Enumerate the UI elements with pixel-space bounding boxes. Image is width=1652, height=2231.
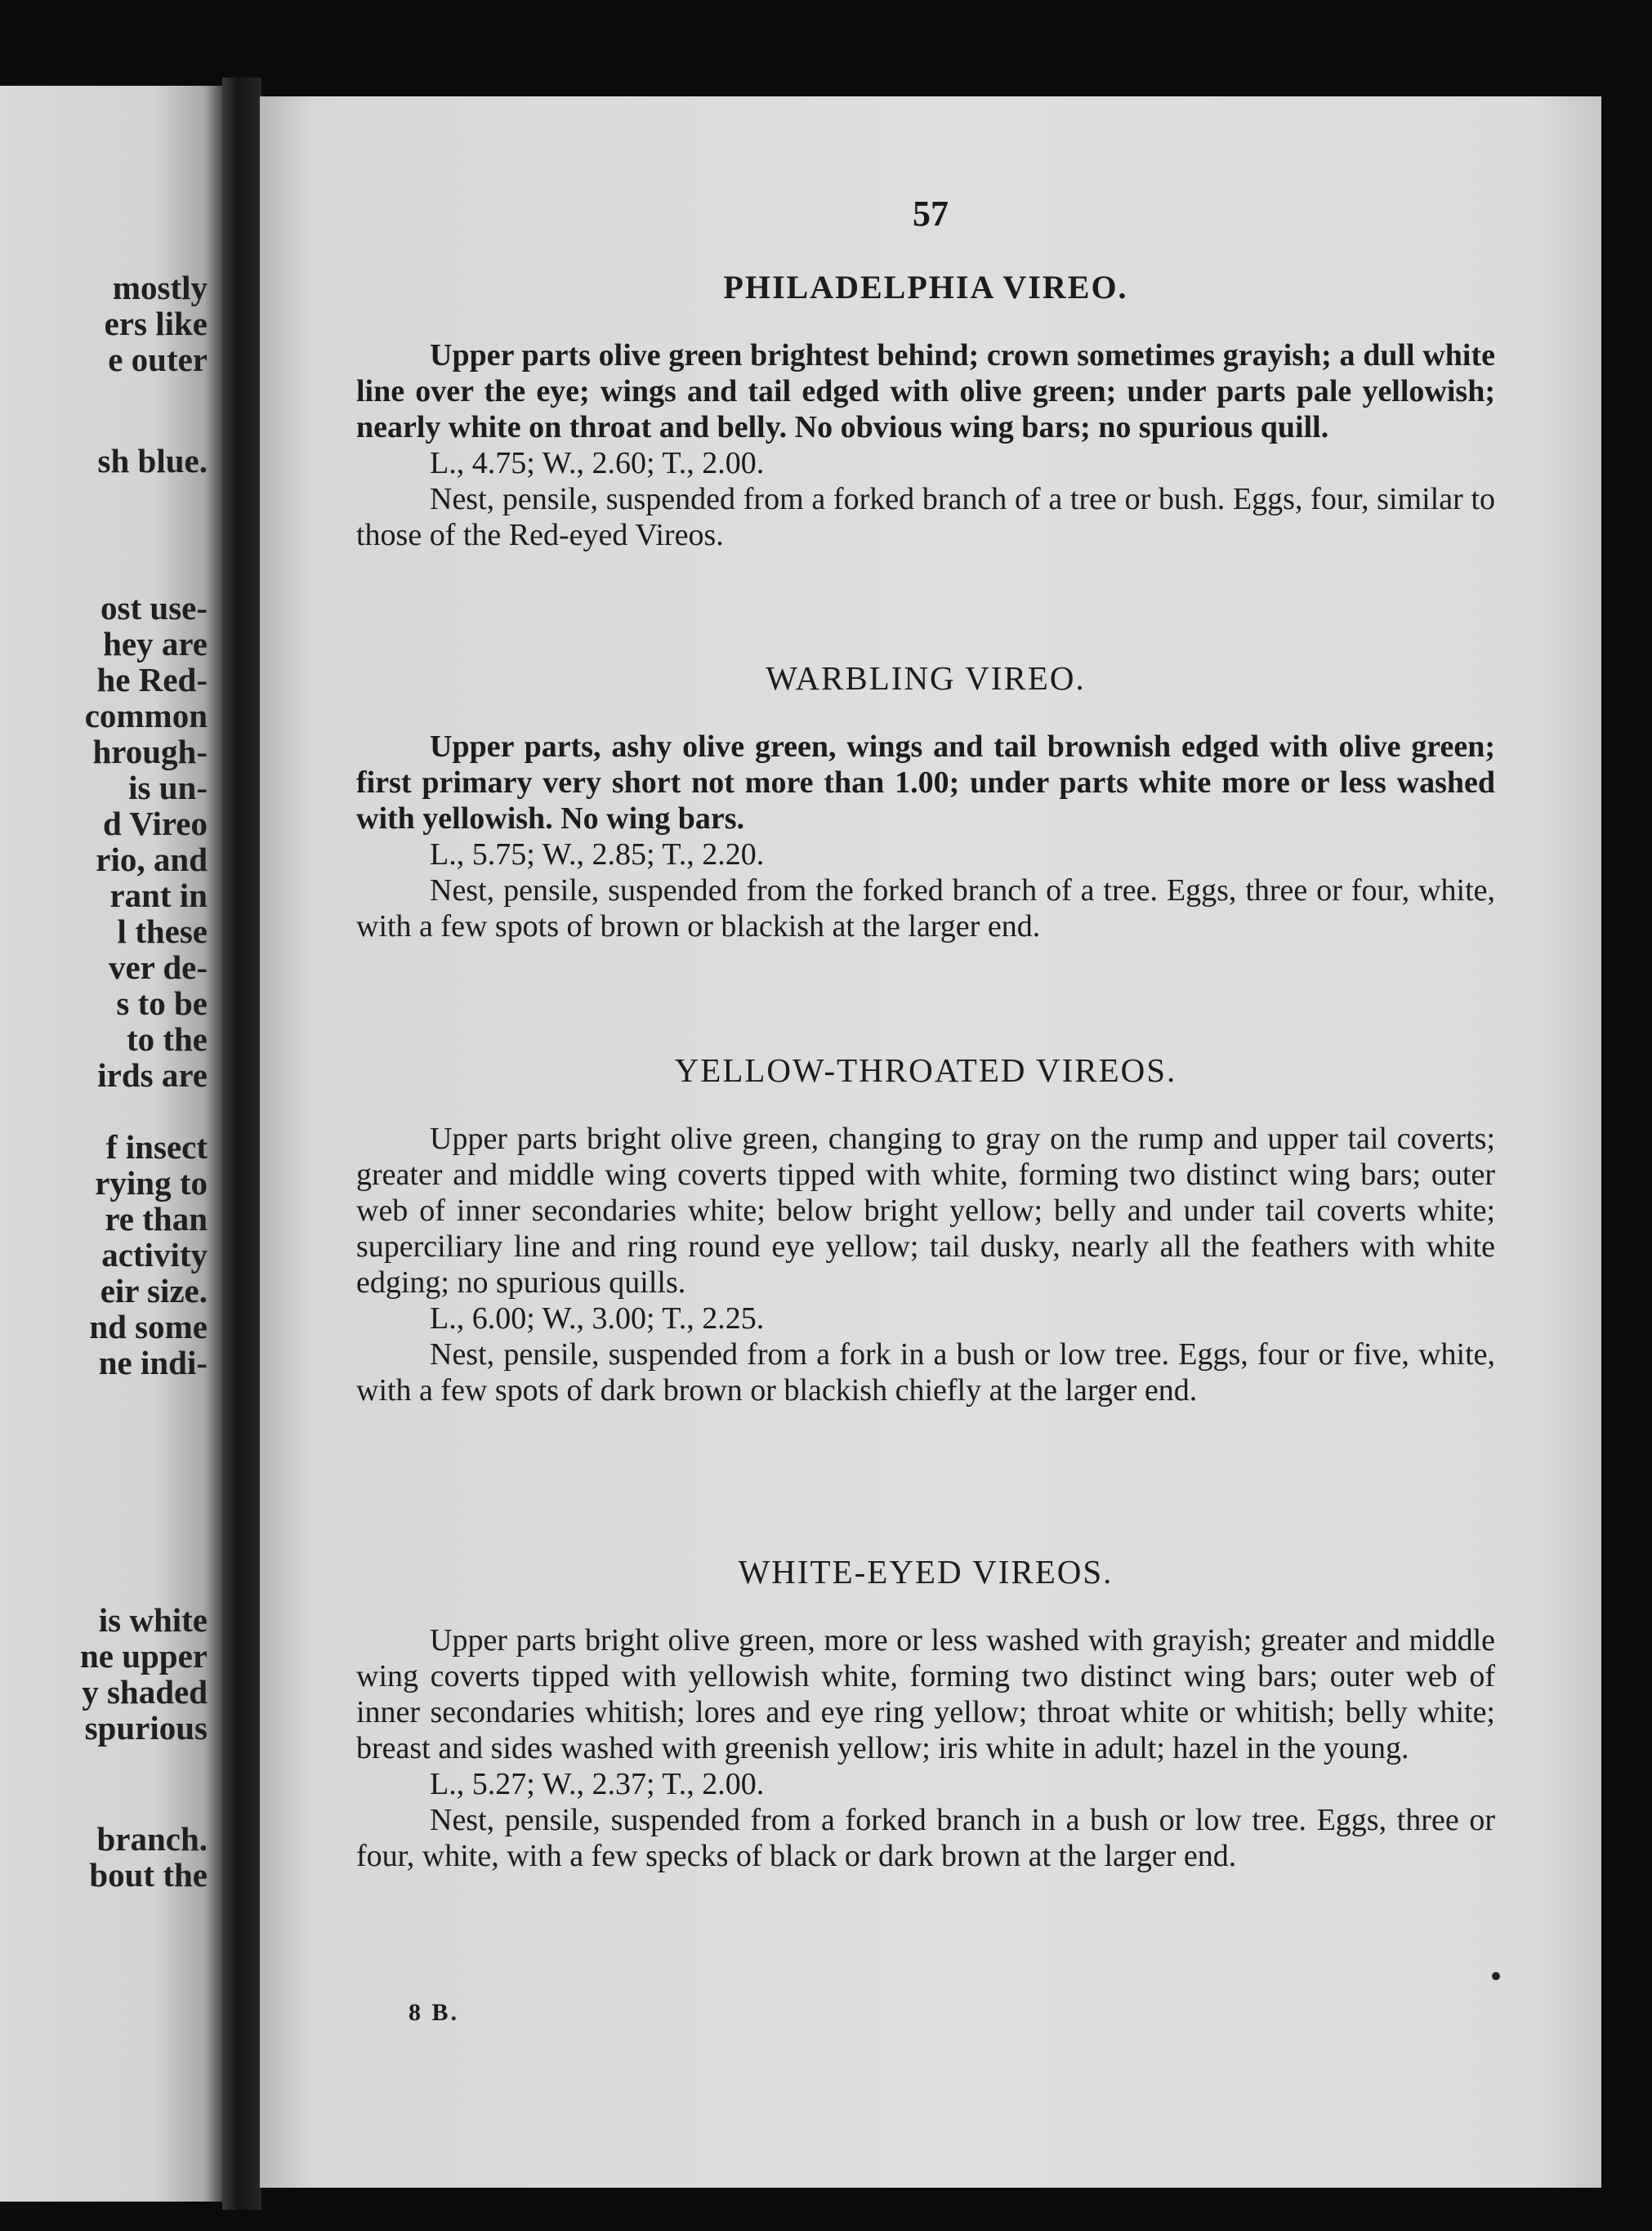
measurements: L., 5.27; W., 2.37; T., 2.00.	[430, 1767, 765, 1801]
left-page-line: irds are	[97, 1056, 208, 1094]
left-page-line: rant in	[109, 877, 208, 914]
left-page-line: rio, and	[96, 841, 208, 878]
section-heading: PHILADELPHIA VIREO.	[723, 269, 1128, 306]
book-gutter	[222, 78, 261, 2210]
left-page-line: e outer	[108, 341, 208, 378]
measurements: L., 4.75; W., 2.60; T., 2.00.	[430, 446, 765, 480]
left-page-line: ers like	[104, 305, 208, 342]
main-page	[260, 96, 1601, 2188]
left-page-line: common	[84, 697, 208, 734]
description: Upper parts olive green brightest behind; crown sometimes grayish; a dull white line over the eye; wings and tail edged with olive green; under parts pale yellowish; nearly white on throat and belly. No obvious wing bars; no spurious quill.	[356, 338, 1495, 444]
section-philadelphia-vireo	[356, 268, 1495, 553]
left-page-line: nd some	[89, 1308, 208, 1345]
left-page-line: ost use-	[100, 589, 208, 627]
left-page-line: branch.	[96, 1820, 208, 1858]
nest-description: Nest, pensile, suspended from a forked branch in a bush or low tree. Eggs, three or four, white, with a few specks of black or dark brown at the larger end.	[356, 1803, 1495, 1873]
nest-description: Nest, pensile, suspended from a forked branch of a tree or bush. Eggs, four, similar to those of the Red-eyed Vireos.	[356, 482, 1495, 552]
description: Upper parts bright olive green, changing to gray on the rump and upper tail coverts; greater and middle wing coverts tipped with white, forming two distinct wing bars; outer web of inner secondaries white; below bright yellow; belly and under tail coverts white; superciliary line and ring round eye yellow; tail dusky, nearly all the feathers with white edging; no spurious quills.	[356, 1122, 1495, 1300]
left-page-line: y shaded	[82, 1673, 208, 1711]
section-heading: WARBLING VIREO.	[766, 659, 1086, 697]
left-page-line: he Red-	[96, 661, 208, 698]
left-page-line: activity	[101, 1236, 208, 1274]
left-page-line: f insect	[105, 1128, 208, 1166]
left-page-line: mostly	[112, 269, 208, 306]
section-heading: YELLOW-THROATED VIREOS.	[674, 1051, 1177, 1089]
measurements: L., 5.75; W., 2.85; T., 2.20.	[430, 837, 765, 872]
nest-description: Nest, pensile, suspended from a fork in a bush or low tree. Eggs, four or five, white, with a few spots of dark brown or blackish chiefly at the larger end.	[356, 1337, 1495, 1408]
description: Upper parts bright olive green, more or less washed with grayish; greater and middle wing coverts tipped with yellowish white, forming two distinct wing bars; outer web of inner secondaries whitish; lores and eye ring yellow; throat white or whitish; belly white; breast and sides washed with greenish yellow; iris white in adult; hazel in the young.	[356, 1623, 1495, 1765]
left-page-line: ne upper	[79, 1637, 208, 1675]
section-heading: WHITE-EYED VIREOS.	[738, 1553, 1114, 1591]
ink-speck	[1492, 1972, 1500, 1980]
left-page-line: hrough-	[92, 733, 208, 770]
section-warbling-vireo	[356, 658, 1495, 944]
left-page-line: is white	[98, 1601, 208, 1639]
left-page-line: sh blue.	[97, 442, 208, 480]
left-page-line: bout the	[89, 1856, 208, 1894]
left-page-line: is un-	[128, 769, 208, 806]
left-page-line: s to be	[116, 984, 208, 1022]
left-page-line: re than	[105, 1200, 208, 1238]
section-white-eyed-vireos	[356, 1552, 1495, 1874]
page-number: 57	[913, 194, 949, 234]
left-page-line: eir size.	[100, 1272, 208, 1310]
left-page-line: ne indi-	[98, 1344, 208, 1381]
left-page-line: d Vireo	[103, 805, 208, 842]
left-page-line: l these	[117, 912, 208, 950]
left-page-line: hey are	[103, 625, 208, 663]
left-page-line: rying to	[95, 1164, 208, 1202]
left-page-line: to the	[126, 1020, 208, 1058]
left-page-line: spurious	[84, 1709, 208, 1747]
scan-border	[1601, 96, 1652, 2204]
measurements: L., 6.00; W., 3.00; T., 2.25.	[430, 1301, 765, 1336]
signature-mark: 8 B.	[409, 1999, 460, 2026]
left-page-line: ver de-	[108, 948, 208, 986]
description: Upper parts, ashy olive green, wings and tail brownish edged with olive green; first primary very short not more than 1.00; under parts white more or less washed with yellowish. No wing bars.	[356, 730, 1495, 836]
section-yellow-throated-vireos	[356, 1051, 1495, 1408]
left-facing-page	[0, 86, 222, 2202]
nest-description: Nest, pensile, suspended from the forked branch of a tree. Eggs, three or four, white, with a few spots of brown or blackish at the larger end.	[356, 873, 1495, 944]
